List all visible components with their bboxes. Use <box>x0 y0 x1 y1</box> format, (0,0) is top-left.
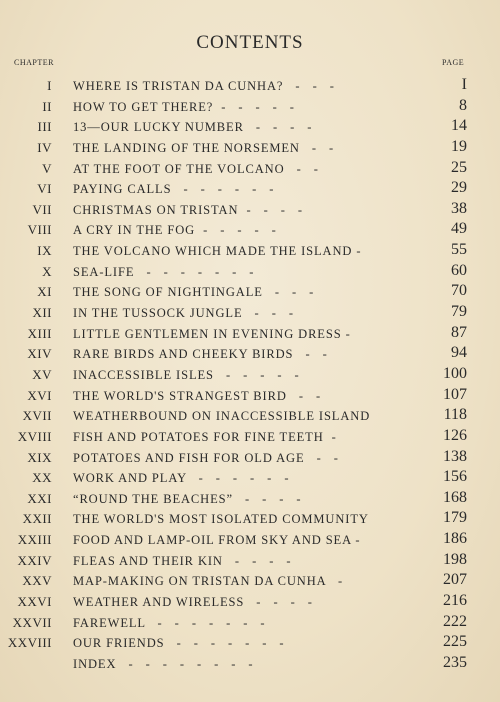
chapter-title: “ROUND THE BEACHES” - - - - <box>73 491 302 506</box>
page-number: 100 <box>443 364 467 382</box>
chapter-number: XXVIII <box>7 635 52 651</box>
chapter-number: XXVII <box>12 614 52 630</box>
chapter-number: IX <box>37 243 52 259</box>
chapter-title: THE WORLD'S MOST ISOLATED COMMUNITY <box>73 512 369 527</box>
toc-entry <box>0 159 500 180</box>
chapter-number: V <box>42 160 52 176</box>
chapter-title: A CRY IN THE FOG - - - - - <box>73 223 277 238</box>
page-number: 156 <box>443 468 467 486</box>
toc-entry <box>0 468 500 489</box>
chapter-title: WEATHERBOUND ON INACCESSIBLE ISLAND <box>73 409 371 424</box>
page-column-header: PAGE <box>442 58 465 67</box>
chapter-number: XXVI <box>17 594 52 610</box>
chapter-title: HOW TO GET THERE? - - - - - <box>73 99 295 114</box>
toc-entry <box>0 448 500 469</box>
toc-entry <box>0 592 500 613</box>
chapter-number: VIII <box>27 222 52 238</box>
toc-entry <box>0 613 500 634</box>
page-number: 216 <box>443 592 467 610</box>
chapter-number: VII <box>32 201 52 217</box>
page-number: 118 <box>443 406 467 424</box>
page-number: 14 <box>451 117 467 135</box>
toc-entry <box>0 509 500 530</box>
toc-entry <box>0 654 500 675</box>
page-number: 49 <box>451 220 467 238</box>
chapter-number: XIX <box>27 449 52 465</box>
chapter-number: III <box>37 119 52 135</box>
toc-entry <box>0 303 500 324</box>
chapter-title: THE LANDING OF THE NORSEMEN - - <box>73 140 335 155</box>
page-number: 19 <box>451 137 467 155</box>
chapter-title: CHRISTMAS ON TRISTAN - - - - <box>73 202 303 217</box>
toc-entry <box>0 97 500 118</box>
chapter-title: FAREWELL - - - - - - - <box>73 615 266 630</box>
page-number: 207 <box>443 571 467 589</box>
toc-entry <box>0 76 500 97</box>
chapter-title: RARE BIRDS AND CHEEKY BIRDS - - <box>73 347 328 362</box>
page-number: 225 <box>443 633 467 651</box>
chapter-title: FISH AND POTATOES FOR FINE TEETH - <box>73 429 337 444</box>
toc-entry <box>0 530 500 551</box>
chapter-number: XIV <box>27 346 52 362</box>
page-number: 8 <box>459 96 467 114</box>
chapter-number: XXII <box>22 511 52 527</box>
chapter-column-header: CHAPTER <box>14 58 54 67</box>
toc-entry <box>0 324 500 345</box>
toc-entry <box>0 117 500 138</box>
chapter-title: OUR FRIENDS - - - - - - - <box>73 636 285 651</box>
chapter-number: VI <box>37 181 52 197</box>
chapter-title: PAYING CALLS - - - - - - <box>73 182 275 197</box>
toc-entry <box>0 633 500 654</box>
chapter-title: THE WORLD'S STRANGEST BIRD - - <box>73 388 322 403</box>
chapter-title: MAP-MAKING ON TRISTAN DA CUNHA - <box>73 574 344 589</box>
chapter-title: WEATHER AND WIRELESS - - - - <box>73 595 313 610</box>
toc-entry <box>0 262 500 283</box>
chapter-number: X <box>42 263 52 279</box>
chapter-title: WHERE IS TRISTAN DA CUNHA? - - - <box>73 79 335 93</box>
chapter-title: INDEX - - - - - - - - <box>73 656 254 671</box>
page-number: 60 <box>451 261 467 279</box>
page-number: 29 <box>451 179 467 197</box>
chapter-number: XV <box>32 366 52 382</box>
chapter-title: LITTLE GENTLEMEN IN EVENING DRESS - <box>73 326 351 341</box>
chapter-number: XVII <box>22 408 52 424</box>
chapter-title: AT THE FOOT OF THE VOLCANO - - <box>73 161 319 176</box>
chapter-number: II <box>42 98 52 114</box>
page-number: 87 <box>451 323 467 341</box>
toc-entry <box>0 138 500 159</box>
toc-entry <box>0 365 500 386</box>
toc-entry <box>0 489 500 510</box>
chapter-number: XXI <box>27 490 52 506</box>
toc-entry <box>0 200 500 221</box>
toc-entry <box>0 386 500 407</box>
page-number: 138 <box>443 447 467 465</box>
page-number: 126 <box>443 426 467 444</box>
page-number: 222 <box>443 612 467 630</box>
chapter-number: XXIV <box>17 552 52 568</box>
page-number: I <box>461 76 467 93</box>
chapter-title: THE VOLCANO WHICH MADE THE ISLAND - <box>73 244 362 259</box>
chapter-title: 13—OUR LUCKY NUMBER - - - - <box>73 120 313 135</box>
chapter-title: INACCESSIBLE ISLES - - - - - <box>73 367 300 382</box>
page-number: 94 <box>451 344 467 362</box>
toc-entry <box>0 427 500 448</box>
page-number: 186 <box>443 530 467 548</box>
toc-entry <box>0 282 500 303</box>
toc-entry <box>0 241 500 262</box>
toc-entry <box>0 406 500 427</box>
chapter-number: XII <box>32 305 52 321</box>
chapter-number: IV <box>37 139 52 155</box>
page-number: 55 <box>451 241 467 259</box>
chapter-title: POTATOES AND FISH FOR OLD AGE - - <box>73 450 339 465</box>
chapter-number: XXV <box>22 573 52 589</box>
page-number: 38 <box>451 199 467 217</box>
toc-entry <box>0 344 500 365</box>
chapter-title: SEA-LIFE - - - - - - - <box>73 264 255 279</box>
chapter-title: FOOD AND LAMP-OIL FROM SKY AND SEA - <box>73 533 361 548</box>
chapter-title: IN THE TUSSOCK JUNGLE - - - <box>73 306 294 321</box>
page-number: 198 <box>443 550 467 568</box>
page-number: 79 <box>451 303 467 321</box>
toc-entry <box>0 551 500 572</box>
table-of-contents <box>0 76 500 675</box>
page-number: 107 <box>443 385 467 403</box>
chapter-number: XI <box>37 284 52 300</box>
toc-entry <box>0 220 500 241</box>
toc-entry <box>0 571 500 592</box>
chapter-number: XVIII <box>17 428 52 444</box>
chapter-title: THE SONG OF NIGHTINGALE - - - <box>73 285 315 300</box>
chapter-number: XXIII <box>17 532 52 548</box>
page-number: 168 <box>443 488 467 506</box>
chapter-number: XIII <box>27 325 52 341</box>
chapter-title: WORK AND PLAY - - - - - - <box>73 471 290 486</box>
page-number: 70 <box>451 282 467 300</box>
chapter-title: FLEAS AND THEIR KIN - - - - <box>73 553 292 568</box>
toc-entry <box>0 179 500 200</box>
page-title: CONTENTS <box>196 32 304 53</box>
chapter-number: XX <box>32 470 52 486</box>
chapter-number: XVI <box>27 387 52 403</box>
page-number: 25 <box>451 158 467 176</box>
page-number: 179 <box>443 509 467 527</box>
page-number: 235 <box>443 653 467 671</box>
chapter-number: I <box>47 78 52 93</box>
